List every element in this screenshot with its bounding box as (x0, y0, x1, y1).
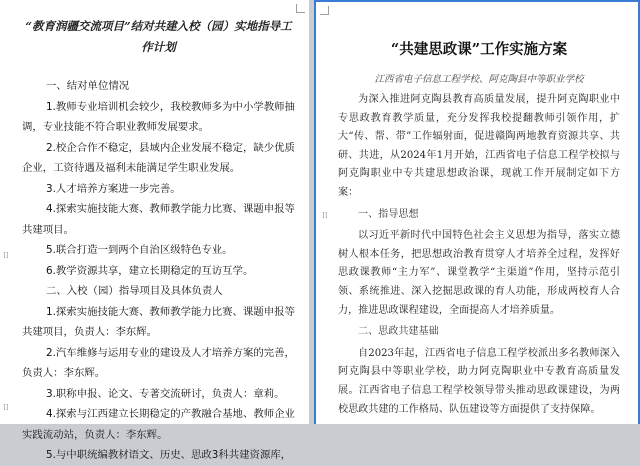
right-page-subtitle: 江西省电子信息工程学校、阿克陶县中等职业学校 (374, 74, 584, 85)
right-document-page[interactable] (314, 0, 640, 424)
paragraph: 1.探索实施技能大赛、教师教学能力比赛、课题申报等共建项目，负责人：李东辉。 (22, 305, 295, 338)
drag-handle-icon[interactable]: ⁞⁞ (3, 251, 9, 261)
section-heading: 一、指导思想 (358, 208, 419, 220)
drag-handle-icon[interactable]: ⁞⁞ (3, 403, 9, 413)
paragraph: 2.汽车维修与运用专业的建设及人才培养方案的完善，负责人：李东辉。 (22, 346, 295, 379)
paragraph: 自2023年起，江西省电子信息工程学校派出多名教师深入阿克陶县中等职业学校，助力阿克陶职业中专教育高质量发展。江西省电子信息工程学校领导带头推动思政课建设，为两校思政共建的工作格局、队伍建设等方面提供了支持保障。 (338, 347, 620, 415)
paragraph: 为深入推进阿克陶县教育高质量发展，提升阿克陶职业中专思政教育教学质量，充分发挥我校提翻教师引领作用，扩大“传、帮、带”工作辐射面，促进赣陶两地教育资源共享、共研、共进，从2024年1月开始，江西省电子信息工程学校拟与阿克陶职业中专共建思想政治课，现就工作开展制定如下方案： (338, 94, 620, 198)
drag-handle-icon[interactable]: ⁞⁞ (322, 211, 328, 221)
left-document-page (0, 0, 309, 461)
paragraph: 6.教学资源共享，建立长期稳定的互访互学。 (46, 264, 254, 277)
paragraph: 以习近平新时代中国特色社会主义思想为指导，落实立德树人根本任务，把思想政治教育贯穿人才培养全过程，发挥好思政课教师“主力军”、课堂教学“主渠道”作用，坚持示范引领、系统推进、深入挖掘思政课的育人功能，形成两校育人合力，推进思政课程建设，全面提高人才培养质量。 (338, 230, 620, 316)
page-corner-mark (296, 4, 305, 13)
paragraph: 5.与中职统编教材语文、历史、思政3科共建资源库， (46, 449, 292, 461)
section-heading: 一、结对单位情况 (46, 80, 130, 92)
paragraph: 4.探索实施技能大赛、教师教学能力比赛、课题申报等共建项目。 (22, 203, 295, 236)
paragraph: 1.教师专业培训机会较少，我校教师多为中小学教师抽调，专业技能不符合职业教师发展要求。 (22, 100, 295, 133)
paragraph: 3.职称申报、论文、专著交流研讨，负责人：章莉。 (46, 387, 285, 400)
paragraph: 4.探索与江西建立长期稳定的产教融合基地、教师企业实践流动站，负责人：李东辉。 (22, 408, 295, 441)
left-page-title: “教育润疆交流项目”结对共建入校（园）实地指导工作计划 (25, 19, 292, 54)
section-heading: 二、入校（园）指导项目及具体负责人 (46, 285, 223, 297)
left-page-body (22, 76, 295, 466)
paragraph: 3.人才培养方案进一步完善。 (46, 182, 181, 195)
right-page-title: “共建思政课”工作实施方案 (390, 41, 568, 58)
section-heading: 二、思政共建基础 (358, 326, 439, 338)
paragraph: 2.校企合作不稳定，县域内企业发展不稳定，缺少优质企业，工资待遇及福利未能满足学生职业发展。 (22, 141, 295, 174)
page-corner-mark (320, 6, 329, 15)
right-page-body (338, 91, 620, 419)
paragraph: 5.联合打造一到两个自治区级特色专业。 (46, 244, 233, 256)
